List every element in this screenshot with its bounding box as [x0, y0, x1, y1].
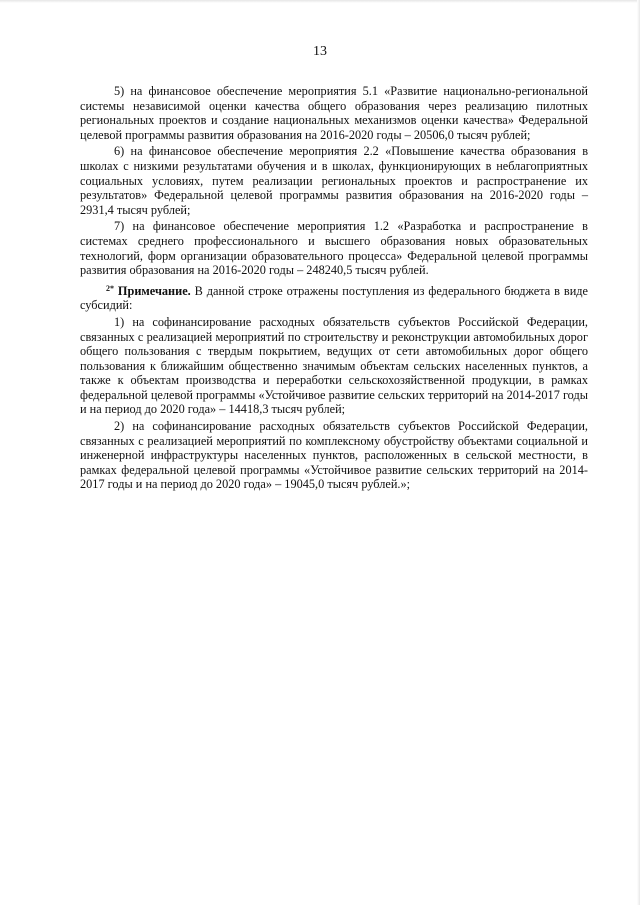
scan-edge-top: [0, 0, 640, 3]
page-number: 13: [313, 44, 327, 59]
note-text: В данной строке отражены поступления из федерального бюджета в виде субсидий:: [80, 283, 588, 313]
note-item-1: 1) на софинансирование расходных обязательств субъектов Российской Федерации, связанных с реализацией мероприятий по строительству и реконструкции автомобильных дорог общего пользования с твердым покрытием, ведущих от сети автомобильных дорог общего пользования к ближайшим общественно значимым объектам сельских населенных пунктов, а также к объектам производства и переработки сельскохозяйственной продукции, в рамках федеральной целевой программы «Устойчивое развитие сельских территорий на 2014-2017 годы и на период до 2020 года» – 14418,3 тысяч рублей;: [80, 314, 588, 417]
note-item-2: 2) на софинансирование расходных обязательств субъектов Российской Федерации, связанных с реализацией мероприятий по комплексному обустройству объектами социальной и инженерной инфраструктуры населенных пунктов, расположенных в сельской местности, в рамках федеральной целевой программы «Устойчивое развитие сельских территорий на 2014-2017 годы и на период до 2020 года» – 19045,0 тысяч рублей.»;: [80, 419, 588, 492]
note-paragraph: [80, 284, 588, 313]
footnote-marker: 2*: [106, 283, 114, 293]
note-label: Примечание.: [117, 283, 191, 298]
document-body: [80, 84, 588, 494]
paragraph-item-5: 5) на финансовое обеспечение мероприятия 5.1 «Развитие национально-региональной системы независимой оценки качества общего образования через реализацию пилотных региональных проектов и создание национальных механизмов оценки качества» Федеральной целевой программы развития образования на 2016-2020 годы – 20506,0 тысяч рублей;: [80, 84, 588, 142]
paragraph-item-7: 7) на финансовое обеспечение мероприятия 1.2 «Разработка и распространение в системах среднего профессионального и высшего образования новых образовательных технологий, форм организации образовательного процесса» Федеральной целевой программы развития образования на 2016-2020 годы – 248240,5 тысяч рублей.: [80, 219, 588, 278]
paragraph-item-6: 6) на финансовое обеспечение мероприятия 2.2 «Повышение качества образования в школах с низкими результатами обучения и в школах, функционирующих в неблагоприятных социальных условиях, путем реализации региональных проектов и распространение их результатов» Федеральной целевой программы развития образования на 2016-2020 годы – 2931,4 тысяч рублей;: [80, 144, 588, 217]
